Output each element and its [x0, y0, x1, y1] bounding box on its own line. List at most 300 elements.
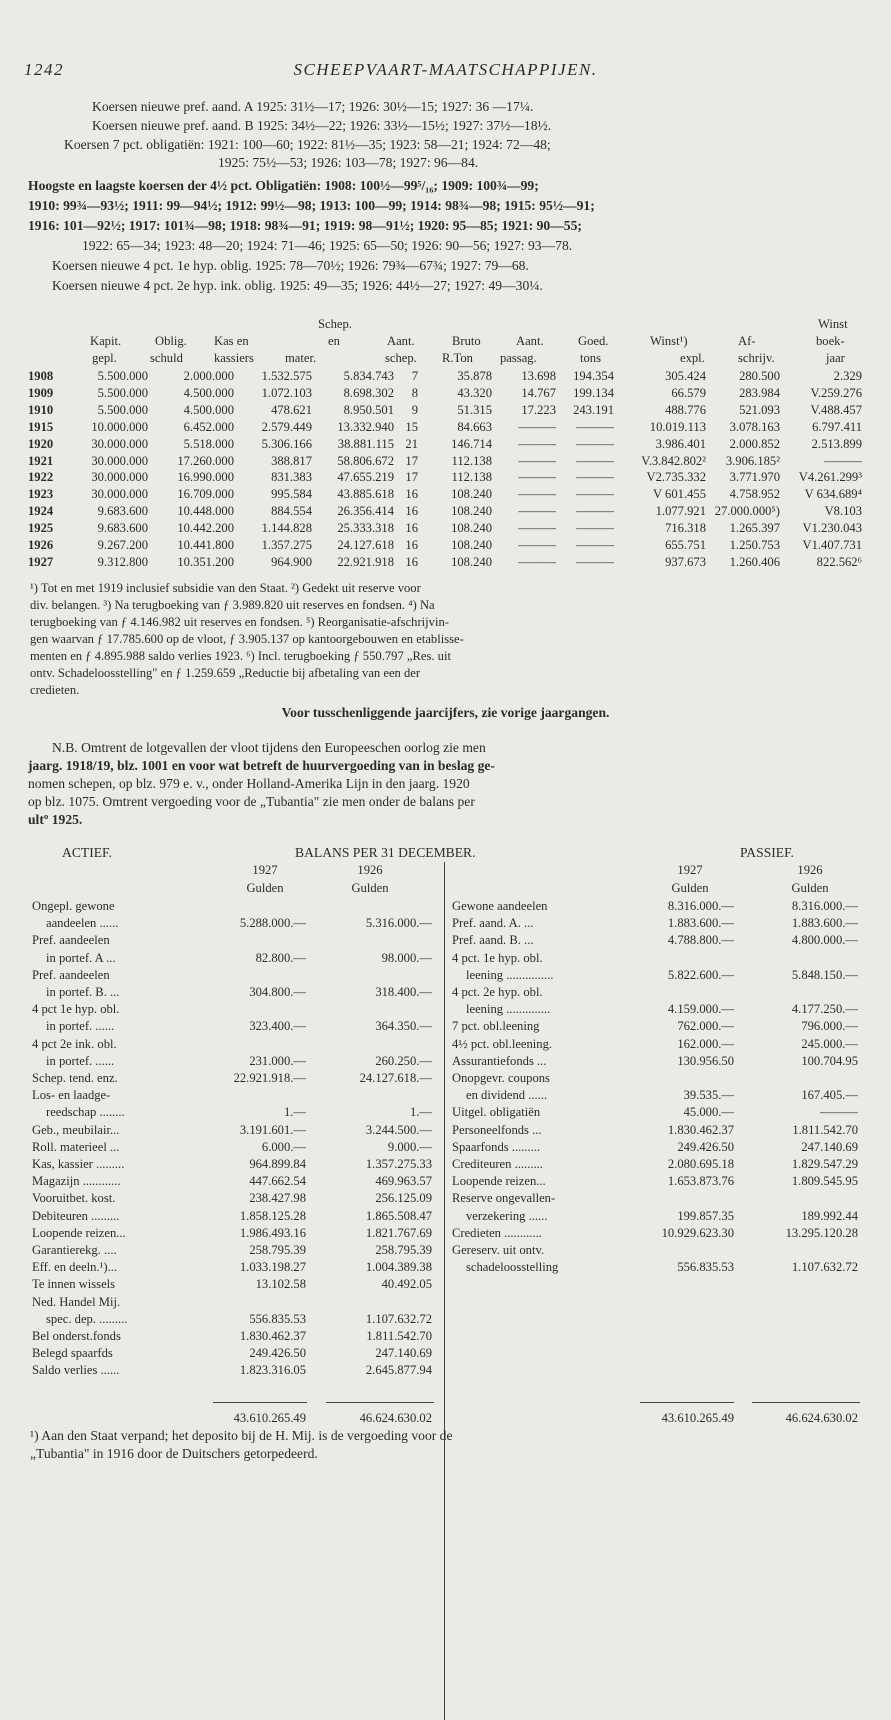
- price-line: Koersen nieuwe 4 pct. 1e hyp. oblig. 1925: 78—70½; 1926: 79¾—67¾; 1927: 79—68.: [52, 258, 529, 273]
- actief-label: ACTIEF.: [62, 845, 112, 860]
- nb-line: jaarg. 1918/19, blz. 1001 en voor wat betreft de huurvergoeding van in beslag ge-: [28, 758, 495, 773]
- assets-label: Saldo verlies ......: [32, 1363, 120, 1378]
- stat-schepen-cell: 21: [405, 436, 418, 451]
- liabilities-value-1926: 1.809.545.95: [791, 1174, 858, 1189]
- stat-passag-cell: ———: [518, 504, 556, 519]
- stat-passag-cell: 14.767: [521, 385, 556, 400]
- assets-label: Schep. tend. enz.: [32, 1071, 118, 1085]
- stat-kapit-cell: 9.683.600: [97, 521, 148, 536]
- liabilities-value-1926: 245.000.—: [801, 1036, 858, 1051]
- liabilities-value-1926: 13.295.120.28: [785, 1225, 858, 1240]
- header-gepl: gepl.: [92, 351, 117, 365]
- liabilities-label-line1: 4 pct. 1e hyp. obl.: [452, 950, 543, 965]
- assets-value-1926: 469.963.57: [375, 1174, 432, 1189]
- assets-value-1926: 1.821.767.69: [365, 1225, 432, 1240]
- stat-boekjaar-cell: 822.562⁶: [816, 554, 862, 569]
- stat-afschr-cell: 521.093: [739, 402, 780, 417]
- assets-label: aandeelen ......: [46, 916, 119, 931]
- assets-value-1927: 1.858.125.28: [239, 1208, 306, 1223]
- balance-footnote: ¹) Aan den Staat verpand; het deposito bij de H. Mij. is de vergoeding voor de: [30, 1428, 453, 1443]
- stat-kapit-cell: 30.000.000: [91, 453, 148, 468]
- stat-mater-cell: 8.950.501: [343, 402, 394, 417]
- stat-boekjaar-cell: 2.329: [833, 369, 862, 383]
- liabilities-value-1926: 1.883.600.—: [791, 916, 858, 931]
- stat-kas-cell: 1.144.828: [261, 521, 312, 536]
- stat-year-cell: 1924: [28, 504, 54, 519]
- assets-label-line1: Ned. Handel Mij.: [32, 1294, 121, 1309]
- stat-afschr-cell: 1.265.397: [729, 521, 780, 536]
- assets-value-1926: 2.645.877.94: [365, 1363, 432, 1378]
- stat-boekjaar-cell: V.259.276: [810, 385, 862, 400]
- stat-goed-cell: ———: [576, 538, 614, 552]
- header-schrijv: schrijv.: [738, 351, 775, 365]
- assets-value-1927: 258.795.39: [249, 1243, 306, 1257]
- stat-afschr-cell: 27.000.000⁵): [714, 504, 780, 519]
- liab-unit-1: Gulden: [671, 881, 709, 895]
- header-kas: Kas en: [214, 334, 249, 348]
- stat-afschr-cell: 1.260.406: [729, 554, 780, 569]
- liabilities-value-1926: 247.140.69: [801, 1139, 858, 1154]
- assets-value-1926: 40.492.05: [381, 1277, 432, 1292]
- intermediate-note: Voor tusschenliggende jaarcijfers, zie vorige jaargangen.: [281, 705, 610, 720]
- running-title: SCHEEPVAART-MAATSCHAPPIJEN.: [293, 60, 598, 79]
- liabilities-value-1927: 556.835.53: [677, 1260, 734, 1275]
- liabilities-value-1926: 1.811.542.70: [792, 1122, 858, 1137]
- stat-winst-cell: 655.751: [665, 538, 706, 552]
- stat-bruto-cell: 112.138: [451, 453, 492, 468]
- stat-passag-cell: ———: [518, 521, 556, 536]
- stat-year-cell: 1910: [28, 402, 54, 417]
- liabilities-value-1927: 39.535.—: [683, 1088, 734, 1103]
- assets-label: in portef. A ...: [46, 950, 116, 965]
- price-line: Hoogste en laagste koersen der 4½ pct. Obligatiën: 1908: 100½—99⁵/₁₆; 1909: 100¾—99;: [28, 178, 539, 193]
- assets-label: Te innen wissels: [32, 1277, 116, 1292]
- liabilities-label: Personeelfonds ...: [452, 1122, 542, 1137]
- assets-label-line1: Los- en laadge-: [32, 1088, 111, 1103]
- liabilities-label: Loopende reizen...: [452, 1174, 546, 1189]
- stat-oblig-cell: 4.500.000: [183, 385, 234, 400]
- header-schuld: schuld: [150, 351, 183, 365]
- liabilities-value-1927: 162.000.—: [677, 1036, 734, 1051]
- stat-boekjaar-cell: V1.230.043: [802, 521, 862, 536]
- stat-kapit-cell: 9.683.600: [97, 504, 148, 519]
- header-aant: Aant.: [387, 334, 415, 348]
- stat-boekjaar-cell: ———: [824, 453, 862, 468]
- assets-label: Kas, kassier .........: [32, 1157, 125, 1171]
- stat-boekjaar-cell: V8.103: [824, 504, 862, 519]
- assets-label-line1: Ongepl. gewone: [32, 899, 115, 913]
- stat-bruto-cell: 108.240: [451, 538, 492, 552]
- stat-mater-cell: 5.834.743: [343, 369, 394, 383]
- stat-boekjaar-cell: V 634.689⁴: [804, 487, 862, 502]
- liabilities-label: Gewone aandeelen: [452, 899, 548, 913]
- stat-goed-cell: 194.354: [573, 369, 614, 383]
- assets-label: Magazijn ............: [32, 1174, 121, 1189]
- stat-kas-cell: 1.357.275: [261, 538, 312, 552]
- stat-boekjaar-cell: V4.261.299³: [798, 470, 862, 485]
- assets-value-1927: 964.899.84: [249, 1157, 306, 1171]
- liabilities-label-line1: 4 pct. 2e hyp. obl.: [452, 985, 543, 999]
- stat-schepen-cell: 17: [405, 453, 418, 468]
- header-kassiers: kassiers: [214, 351, 254, 365]
- header-boek: boek-: [816, 334, 845, 348]
- header-rton: R.Ton: [442, 351, 473, 365]
- header-mater: mater.: [285, 351, 317, 365]
- stat-kas-cell: 1.072.103: [261, 385, 312, 400]
- assets-value-1927: 6.000.—: [261, 1139, 306, 1154]
- stat-year-cell: 1915: [28, 419, 54, 434]
- price-line: 1910: 99¾—93½; 1911: 99—94½; 1912: 99½—98; 1913: 100—99; 1914: 98¾—98; 1915: 95½—91;: [28, 198, 595, 213]
- stat-winst-cell: 716.318: [665, 521, 706, 536]
- assets-value-1927: 3.191.601.—: [239, 1122, 306, 1137]
- liabilities-label: Credieten ............: [452, 1225, 542, 1240]
- assets-label-line1: 4 pct 1e hyp. obl.: [32, 1002, 120, 1017]
- stat-schepen-cell: 17: [405, 470, 418, 485]
- liab-sum-rule-2: [752, 1402, 860, 1403]
- liabilities-value-1926: 189.992.44: [801, 1208, 858, 1223]
- footnote-line: ¹) Tot en met 1919 inclusief subsidie van den Staat. ²) Gedekt uit reserve voor: [30, 581, 421, 595]
- assets-value-1926: 24.127.618.—: [359, 1071, 432, 1085]
- stat-kas-cell: 964.900: [271, 554, 312, 569]
- stat-mater-cell: 8.698.302: [343, 385, 394, 400]
- header-expl: expl.: [680, 351, 705, 365]
- balance-footnote: „Tubantia" in 1916 door de Duitschers getorpedeerd.: [30, 1446, 318, 1461]
- liabilities-label: verzekering ......: [466, 1208, 548, 1223]
- stat-schepen-cell: 8: [411, 385, 418, 400]
- stat-winst-cell: 1.077.921: [655, 504, 706, 519]
- assets-value-1926: 318.400.—: [375, 985, 432, 999]
- liabilities-label: 7 pct. obl.leening: [452, 1019, 540, 1034]
- footnote-line: div. belangen. ³) Na terugboeking van ƒ 3.989.820 uit reserves en fondsen. ⁴) Na: [30, 598, 435, 612]
- assets-value-1927: 238.427.98: [249, 1191, 306, 1206]
- assets-label-line1: Pref. aandeelen: [32, 933, 110, 948]
- stat-goed-cell: ———: [576, 453, 614, 468]
- stat-winst-cell: V.3.842.802²: [641, 453, 706, 468]
- liabilities-label: leening ..............: [466, 1002, 551, 1017]
- assets-value-1927: 1.033.198.27: [239, 1260, 306, 1275]
- assets-label: Debiteuren .........: [32, 1208, 120, 1223]
- stat-goed-cell: 199.134: [573, 385, 614, 400]
- stat-afschr-cell: 3.771.970: [729, 470, 780, 485]
- header-kapit: Kapit.: [90, 334, 122, 348]
- header-en: en: [328, 334, 340, 348]
- stat-kapit-cell: 5.500.000: [97, 402, 148, 417]
- liabilities-label: Pref. aand. B. ...: [452, 933, 534, 948]
- stat-winst-cell: 937.673: [665, 554, 706, 569]
- liabilities-value-1927: 1.830.462.37: [667, 1122, 734, 1137]
- stat-kapit-cell: 30.000.000: [91, 470, 148, 485]
- nb-line: nomen schepen, op blz. 979 e. v., onder Holland-Amerika Lijn in den jaarg. 1920: [28, 776, 470, 791]
- stat-winst-cell: V2.735.332: [646, 470, 706, 485]
- stat-schepen-cell: 16: [405, 554, 418, 569]
- header-schep: Schep.: [318, 317, 352, 331]
- balance-title: BALANS PER 31 DECEMBER.: [295, 845, 476, 860]
- assets-value-1927: 13.102.58: [255, 1277, 306, 1292]
- assets-value-1926: 247.140.69: [375, 1346, 432, 1361]
- stat-kapit-cell: 5.500.000: [97, 385, 148, 400]
- stat-schepen-cell: 16: [405, 487, 418, 502]
- liabilities-value-1926: 1.107.632.72: [791, 1260, 858, 1275]
- stat-winst-cell: 3.986.401: [655, 436, 706, 451]
- liabilities-label: schadeloosstelling: [466, 1260, 559, 1275]
- liabilities-label-line1: Reserve ongevallen-: [452, 1191, 556, 1206]
- stat-bruto-cell: 108.240: [451, 554, 492, 569]
- assets-value-1927: 22.921.918.—: [233, 1071, 306, 1085]
- stat-mater-cell: 43.885.618: [337, 487, 394, 502]
- liabilities-value-1927: 1.883.600.—: [667, 916, 734, 931]
- stat-mater-cell: 25.333.318: [337, 521, 394, 536]
- liabilities-label: en dividend ......: [466, 1088, 548, 1103]
- liabilities-value-1927: 5.822.600.—: [667, 967, 734, 982]
- header-passag: passag.: [500, 351, 537, 365]
- stat-year-cell: 1921: [28, 453, 54, 468]
- stat-passag-cell: ———: [518, 436, 556, 451]
- liabilities-value-1926: 4.800.000.—: [791, 933, 858, 948]
- assets-value-1927: 556.835.53: [249, 1311, 306, 1326]
- stat-mater-cell: 13.332.940: [337, 419, 394, 434]
- liabilities-label: Pref. aand. A. ...: [452, 916, 534, 931]
- stat-bruto-cell: 108.240: [451, 487, 492, 502]
- liabilities-value-1927: 4.788.800.—: [667, 933, 734, 948]
- assets-label: in portef. ......: [46, 1053, 115, 1068]
- price-line: Koersen nieuwe pref. aand. B 1925: 34½—22; 1926: 33½—15½; 1927: 37½—18½.: [92, 118, 552, 133]
- footnote-line: gen waarvan ƒ 17.785.600 op de vloot, ƒ 3.905.137 op kantoorgebouwen en etablisse-: [30, 632, 464, 646]
- footnote-line: menten en ƒ 4.895.988 saldo verlies 1923. ⁶) Incl. terugboeking ƒ 550.797 „Res. uit: [30, 649, 451, 663]
- total-assets-1927: 43.610.265.49: [233, 1411, 306, 1425]
- footnote-line: terugboeking van ƒ 4.146.982 uit reserves en fondsen. ⁵) Reorganisatie-afschrijvin-: [30, 615, 449, 629]
- stat-winst-cell: V 601.455: [653, 487, 706, 502]
- stat-mater-cell: 22.921.918: [337, 554, 394, 569]
- assets-label-line1: 4 pct 2e ink. obl.: [32, 1036, 117, 1051]
- stat-boekjaar-cell: 6.797.411: [812, 419, 862, 434]
- footnote-line: credieten.: [30, 683, 80, 697]
- stat-schepen-cell: 16: [405, 504, 418, 519]
- price-line: Koersen nieuwe 4 pct. 2e hyp. ink. oblig. 1925: 49—35; 1926: 44½—27; 1927: 49—30¼.: [52, 278, 543, 293]
- liabilities-label: leening ...............: [466, 967, 554, 982]
- assets-value-1926: 1.004.389.38: [365, 1260, 432, 1275]
- liabilities-label: 4½ pct. obl.leening.: [452, 1036, 553, 1051]
- stat-winst-cell: 305.424: [665, 369, 706, 383]
- stat-bruto-cell: 112.138: [451, 470, 492, 485]
- liabilities-value-1927: 762.000.—: [677, 1019, 734, 1034]
- stat-passag-cell: ———: [518, 453, 556, 468]
- liabilities-value-1927: 45.000.—: [683, 1105, 734, 1120]
- stat-afschr-cell: 3.078.163: [729, 419, 780, 434]
- header-af: Af-: [738, 334, 756, 348]
- liabilities-value-1926: 8.316.000.—: [791, 899, 858, 913]
- nb-line: op blz. 1075. Omtrent vergoeding voor de „Tubantia" zie men onder de balans per: [28, 794, 475, 809]
- stat-goed-cell: ———: [576, 436, 614, 451]
- stat-mater-cell: 47.655.219: [337, 470, 394, 485]
- stat-goed-cell: ———: [576, 554, 614, 569]
- stat-oblig-cell: 10.441.800: [177, 538, 234, 552]
- liabilities-value-1927: 249.426.50: [677, 1139, 734, 1154]
- passief-label: PASSIEF.: [740, 845, 794, 860]
- assets-value-1927: 1.823.316.05: [239, 1363, 306, 1378]
- stat-goed-cell: ———: [576, 419, 614, 434]
- nb-line: ultº 1925.: [28, 812, 83, 827]
- price-line: 1925: 75½—53; 1926: 103—78; 1927: 96—84.: [218, 155, 479, 170]
- stat-bruto-cell: 108.240: [451, 521, 492, 536]
- stat-year-cell: 1922: [28, 470, 54, 485]
- stat-bruto-cell: 146.714: [451, 436, 492, 451]
- assets-value-1927: 1.830.462.37: [239, 1329, 306, 1343]
- stat-winst-cell: 66.579: [671, 385, 706, 400]
- stat-oblig-cell: 10.351.200: [177, 554, 234, 569]
- stat-year-cell: 1925: [28, 521, 54, 536]
- assets-label: Garantierekg. ....: [32, 1243, 117, 1257]
- stat-afschr-cell: 2.000.852: [729, 436, 780, 451]
- stat-bruto-cell: 35.878: [457, 369, 492, 383]
- assets-label: Belegd spaarfds: [32, 1346, 113, 1361]
- stat-kas-cell: 884.554: [271, 504, 312, 519]
- stat-afschr-cell: 280.500: [739, 369, 780, 383]
- stat-schepen-cell: 7: [411, 369, 418, 383]
- stat-kas-cell: 831.383: [271, 470, 312, 485]
- header-bruto: Bruto: [452, 334, 481, 348]
- liabilities-label-line1: Gereserv. uit ontv.: [452, 1243, 545, 1257]
- liabilities-label: Assurantiefonds ...: [452, 1053, 547, 1068]
- liab-year-1: 1927: [677, 863, 703, 877]
- stat-kapit-cell: 30.000.000: [91, 487, 148, 502]
- price-line: 1922: 65—34; 1923: 48—20; 1924: 71—46; 1925: 65—50; 1926: 90—56; 1927: 93—78.: [82, 238, 573, 253]
- stat-kas-cell: 388.817: [271, 453, 312, 468]
- stat-oblig-cell: 10.448.000: [177, 504, 234, 519]
- stat-oblig-cell: 4.500.000: [183, 402, 234, 417]
- nb-line: N.B. Omtrent de lotgevallen der vloot tijdens den Europeeschen oorlog zie men: [52, 740, 486, 755]
- stat-oblig-cell: 16.990.000: [177, 470, 234, 485]
- stat-schepen-cell: 9: [411, 402, 418, 417]
- stat-kapit-cell: 9.312.800: [97, 554, 148, 569]
- stat-oblig-cell: 17.260.000: [177, 453, 234, 468]
- stat-boekjaar-cell: V.488.457: [810, 402, 862, 417]
- stat-afschr-cell: 3.906.185²: [725, 453, 780, 468]
- assets-label: Eff. en deeln.¹)...: [32, 1260, 118, 1275]
- assets-value-1927: 249.426.50: [249, 1346, 306, 1361]
- liabilities-value-1926: 5.848.150.—: [791, 967, 858, 982]
- assets-value-1926: 3.244.500.—: [365, 1122, 432, 1137]
- stat-winst-cell: 488.776: [665, 402, 706, 417]
- stat-year-cell: 1923: [28, 487, 54, 502]
- assets-value-1926: 364.350.—: [375, 1019, 432, 1034]
- assets-label: spec. dep. .........: [46, 1311, 128, 1326]
- stat-mater-cell: 26.356.414: [337, 504, 394, 519]
- assets-label: Geb., meubilair...: [32, 1122, 120, 1137]
- header-schep2: schep.: [385, 351, 417, 365]
- stat-kas-cell: 2.579.449: [261, 419, 312, 434]
- header-winst2: Winst¹): [650, 334, 688, 348]
- asset-unit-2: Gulden: [351, 881, 389, 895]
- stat-mater-cell: 38.881.115: [337, 436, 394, 451]
- stat-bruto-cell: 84.663: [457, 419, 492, 434]
- assets-label: Loopende reizen...: [32, 1225, 126, 1240]
- assets-label: Bel onderst.fonds: [32, 1329, 121, 1343]
- assets-value-1926: 258.795.39: [375, 1243, 432, 1257]
- assets-value-1927: 5.288.000.—: [239, 916, 306, 931]
- price-line: Koersen nieuwe pref. aand. A 1925: 31½—17; 1926: 30½—15; 1927: 36 —17¼.: [92, 99, 534, 114]
- stat-oblig-cell: 6.452.000: [183, 419, 234, 434]
- stat-passag-cell: ———: [518, 419, 556, 434]
- column-divider: [444, 862, 445, 1720]
- header-jaar: jaar: [826, 351, 845, 365]
- stat-kapit-cell: 5.500.000: [97, 369, 148, 383]
- stat-year-cell: 1920: [28, 436, 54, 451]
- asset-sum-rule-1: [213, 1402, 307, 1403]
- stat-goed-cell: ———: [576, 487, 614, 502]
- header-goed: Goed.: [578, 334, 609, 348]
- stat-passag-cell: ———: [518, 470, 556, 485]
- liabilities-value-1926: 100.704.95: [801, 1053, 858, 1068]
- liabilities-value-1927: 130.956.50: [677, 1053, 734, 1068]
- stat-schepen-cell: 15: [405, 419, 418, 434]
- assets-value-1926: 1.357.275.33: [365, 1157, 432, 1171]
- liabilities-label: Uitgel. obligatiën: [452, 1105, 541, 1120]
- asset-year-2: 1926: [357, 863, 383, 877]
- stat-passag-cell: ———: [518, 487, 556, 502]
- liab-sum-rule-1: [640, 1402, 734, 1403]
- stat-bruto-cell: 43.320: [457, 385, 492, 400]
- stat-year-cell: 1908: [28, 369, 54, 383]
- assets-label-line1: Pref. aandeelen: [32, 967, 110, 982]
- stat-bruto-cell: 51.315: [457, 402, 492, 417]
- stat-oblig-cell: 16.709.000: [177, 487, 234, 502]
- liab-year-2: 1926: [797, 863, 823, 877]
- stat-kapit-cell: 9.267.200: [97, 538, 148, 552]
- stat-oblig-cell: 10.442.200: [177, 521, 234, 536]
- stat-goed-cell: ———: [576, 521, 614, 536]
- assets-label: Roll. materieel ...: [32, 1139, 120, 1154]
- price-line: Koersen 7 pct. obligatiën: 1921: 100—60; 1922: 81½—35; 1923: 58—21; 1924: 72—48;: [64, 137, 551, 152]
- stat-goed-cell: 243.191: [573, 402, 614, 417]
- assets-value-1927: 1.—: [283, 1105, 306, 1120]
- liabilities-value-1927: 2.080.695.18: [667, 1157, 734, 1171]
- price-line: 1916: 101—92½; 1917: 101¾—98; 1918: 98¾—91; 1919: 98—91½; 1920: 95—85; 1921: 90—55;: [28, 218, 582, 233]
- total-assets-1926: 46.624.630.02: [359, 1411, 432, 1425]
- stat-afschr-cell: 4.758.952: [729, 487, 780, 502]
- stat-kas-cell: 478.621: [271, 402, 312, 417]
- assets-value-1926: 98.000.—: [381, 950, 432, 965]
- header-aant2: Aant.: [516, 334, 544, 348]
- asset-unit-1: Gulden: [246, 881, 284, 895]
- header-oblig: Oblig.: [155, 334, 187, 348]
- assets-value-1926: 1.107.632.72: [365, 1311, 432, 1326]
- stat-year-cell: 1927: [28, 554, 54, 569]
- stat-kapit-cell: 10.000.000: [91, 419, 148, 434]
- assets-value-1926: 1.865.508.47: [365, 1208, 432, 1223]
- liabilities-value-1926: 1.829.547.29: [791, 1157, 858, 1171]
- assets-label: in portef. ......: [46, 1019, 115, 1034]
- liabilities-value-1926: 167.405.—: [801, 1088, 858, 1103]
- liabilities-value-1927: 10.929.623.30: [661, 1225, 734, 1240]
- liabilities-label-line1: Onopgevr. coupons: [452, 1071, 550, 1085]
- liabilities-value-1927: 8.316.000.—: [667, 899, 734, 913]
- header-tons: tons: [580, 351, 601, 365]
- assets-value-1926: 1.—: [409, 1105, 432, 1120]
- stat-oblig-cell: 2.000.000: [183, 369, 234, 383]
- stat-passag-cell: 13.698: [521, 369, 556, 383]
- stat-year-cell: 1909: [28, 385, 54, 400]
- liabilities-label: Spaarfonds .........: [452, 1139, 541, 1154]
- header-winst: Winst: [818, 317, 848, 331]
- total-liab-1927: 43.610.265.49: [661, 1411, 734, 1425]
- footnote-line: ontv. Schadeloosstelling" en ƒ 1.259.659 „Reductie bij afbetaling van een der: [30, 666, 421, 680]
- stat-mater-cell: 24.127.618: [337, 538, 394, 552]
- assets-label: reedschap ........: [46, 1105, 125, 1120]
- asset-sum-rule-2: [326, 1402, 434, 1403]
- assets-value-1926: 260.250.—: [375, 1053, 432, 1068]
- stat-goed-cell: ———: [576, 470, 614, 485]
- assets-label: in portef. B. ...: [46, 985, 120, 999]
